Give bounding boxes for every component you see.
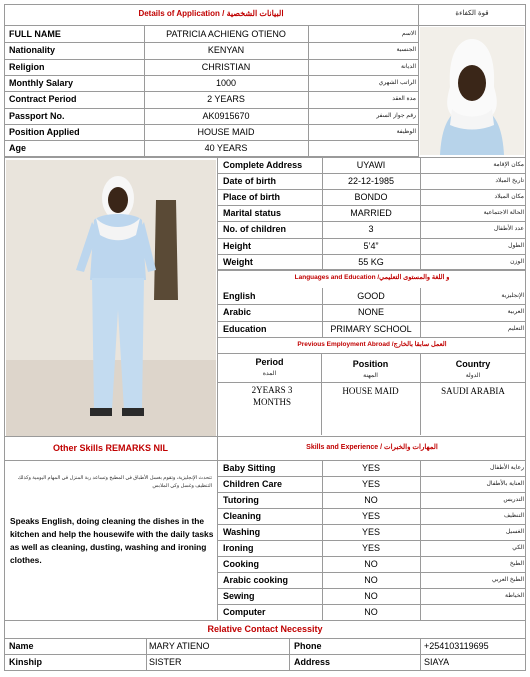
column-divider	[144, 26, 145, 156]
row-label-arabic: الاسم	[401, 31, 416, 37]
skills-header: Skills and Experience / المهارات والخبرات	[306, 444, 438, 451]
row-label: Date of birth	[223, 176, 276, 187]
contact-address-value: SIAYA	[424, 657, 450, 667]
row-label: Ironing	[223, 543, 254, 553]
contact-name-value: MARY ATIENO	[149, 641, 210, 651]
row-label-arabic: الخياطة	[505, 593, 524, 599]
column-divider	[322, 288, 323, 337]
divider	[146, 638, 147, 671]
row-value: 22-12-1985	[347, 176, 395, 187]
row-value: AK0915670	[202, 110, 250, 121]
divider	[218, 353, 526, 354]
row-label: Place of birth	[223, 192, 281, 203]
row-value: HOUSE MAID	[197, 126, 255, 137]
divider	[217, 157, 218, 620]
row-value: NO	[364, 495, 378, 505]
col-period-ar: المدة	[262, 371, 277, 377]
row-label-arabic: الوزن	[510, 258, 524, 265]
head-photo	[420, 27, 524, 155]
row-value: PATRICIA ACHIENG OTIENO	[166, 29, 286, 39]
row-label-arabic: الراتب الشهري	[378, 79, 416, 86]
details-header: Details of Application / البيانات الشخصية	[138, 9, 284, 18]
row-value: 55 KG	[358, 256, 384, 267]
row-value: MARRIED	[350, 208, 392, 219]
row-label: Computer	[223, 607, 266, 617]
row-label: Complete Address	[223, 160, 303, 170]
row-label-arabic: الحالة الاجتماعية	[483, 210, 524, 217]
contact-name-label: Name	[9, 641, 34, 651]
row-label-arabic: الغسيل	[505, 529, 524, 535]
divider	[218, 382, 526, 383]
col-period: Period	[255, 357, 284, 367]
row-label: Tutoring	[223, 495, 259, 505]
row-value: 40 YEARS	[204, 143, 248, 154]
contact-kinship-label: Kinship	[9, 657, 42, 667]
contact-kinship-value: SISTER	[149, 657, 182, 667]
divider	[420, 638, 421, 671]
row-value: BONDO	[354, 192, 388, 203]
row-label: Passport No.	[9, 110, 65, 121]
row-label: Contract Period	[9, 94, 77, 105]
row-label: No. of children	[223, 224, 286, 235]
row-label-arabic: مكان الميلاد	[494, 194, 524, 201]
row-label: Religion	[9, 61, 45, 72]
row-label: Position Applied	[9, 126, 80, 137]
col-position: Position	[352, 359, 389, 369]
row-label: Washing	[223, 527, 261, 537]
row-label-arabic: تاريخ الميلاد	[495, 178, 524, 185]
row-label-arabic: الجنسية	[396, 47, 416, 54]
row-value: YES	[361, 463, 380, 473]
row-label-arabic: الديانة	[400, 63, 416, 70]
divider	[418, 4, 419, 157]
row-value: NO	[364, 559, 378, 569]
row-label-arabic: الإنجليزية	[501, 293, 524, 299]
row-value: CHRISTIAN	[201, 61, 251, 72]
contact-header: Relative Contact Necessity	[207, 624, 323, 634]
employment-position: HOUSE MAID	[342, 386, 399, 396]
row-label-arabic: العناية بالأطفال	[486, 481, 524, 487]
column-divider	[322, 460, 323, 620]
contact-phone-value: +254103119695	[424, 641, 489, 651]
row-label: Baby Sitting	[223, 463, 276, 473]
column-divider	[308, 26, 309, 156]
other-skills-header: Other Skills REMARKS NIL	[52, 443, 169, 453]
column-divider	[420, 460, 421, 620]
row-value: PRIMARY SCHOOL	[330, 323, 412, 334]
row-label-arabic: العربية	[507, 309, 524, 316]
row-label: Arabic	[223, 307, 252, 318]
row-value: NONE	[357, 307, 384, 318]
photo-header-label: قوة الكفاءة	[455, 10, 489, 17]
employment-country: SAUDI ARABIA	[441, 386, 505, 396]
divider	[4, 25, 526, 26]
row-label: Sewing	[223, 591, 255, 601]
row-label: FULL NAME	[9, 29, 61, 39]
row-value: 5’4”	[363, 240, 379, 251]
row-label: English	[223, 291, 256, 301]
row-label-arabic: الكي	[512, 545, 524, 551]
column-divider	[420, 288, 421, 337]
row-label-arabic: الطبخ العربي	[491, 577, 524, 583]
row-label: Cleaning	[223, 511, 262, 521]
row-value: 3	[368, 224, 374, 235]
divider	[4, 157, 526, 158]
row-label-arabic: رعاية الأطفال	[490, 465, 524, 471]
row-label-arabic: الوظيفة	[396, 128, 416, 135]
row-value: NO	[364, 607, 378, 617]
row-label-arabic: رقم جواز السفر	[376, 112, 416, 119]
row-label: Monthly Salary	[9, 77, 74, 88]
contact-address-label: Address	[294, 657, 331, 667]
full-body-photo	[6, 160, 216, 436]
row-label: Nationality	[9, 45, 56, 56]
row-value: YES	[361, 543, 380, 553]
other-skills-arabic-note: تتحدث الإنجليزية، وتقوم بغسل الأطباق في المطبخ وتساعد ربة المنزل في المهام اليومية وكذلك التنظيف وغسل وكي الملابس	[17, 475, 212, 489]
row-label-arabic: التنظيف	[503, 513, 524, 519]
row-value: YES	[361, 527, 380, 537]
row-value: UYAWI	[356, 160, 386, 170]
row-label: Marital status	[223, 208, 282, 219]
row-label-arabic: مدة العقد	[392, 96, 416, 103]
row-label: Cooking	[223, 559, 259, 569]
languages-header: Languages and Education /و اللغة والمستوى التعليمي	[294, 274, 450, 281]
row-label: Age	[9, 143, 27, 154]
col-position-ar: المهنة	[363, 373, 378, 379]
col-country-ar: الدولة	[465, 373, 481, 379]
row-label-arabic: الطول	[508, 242, 524, 249]
row-value: NO	[364, 575, 378, 585]
row-label: Weight	[223, 256, 253, 267]
column-divider	[322, 157, 323, 270]
contact-phone-label: Phone	[294, 641, 322, 651]
employment-header: Previous Employment Abroad /العمل سابقا بالخارج	[297, 341, 447, 348]
row-label: Arabic cooking	[223, 575, 289, 585]
employment-period: 2YEARS 3 MONTHS	[251, 385, 293, 407]
row-label-arabic: التدريس	[503, 497, 524, 503]
row-label: Children Care	[223, 479, 283, 489]
row-label-arabic: التعليم	[508, 325, 524, 332]
row-value: YES	[361, 511, 380, 521]
divider	[289, 638, 290, 671]
row-value: NO	[364, 591, 378, 601]
row-label-arabic: مكان الإقامة	[493, 162, 524, 168]
row-label-arabic: الطبخ	[509, 561, 524, 567]
row-value: KENYAN	[207, 45, 245, 56]
col-country: Country	[455, 359, 491, 369]
row-value: 2 YEARS	[207, 94, 245, 105]
row-value: YES	[361, 479, 380, 489]
other-skills-remarks: Speaks English, doing cleaning the dishes in the kitchen and help the housewife with the daily tasks as well as cleaning, dusting, washing and ironing clothes.	[10, 516, 214, 565]
row-value: GOOD	[357, 291, 385, 301]
row-label-arabic: عدد الأطفال	[493, 226, 524, 233]
row-value: 1000	[215, 77, 237, 88]
column-divider	[420, 157, 421, 270]
row-label: Education	[223, 323, 267, 334]
row-label: Height	[223, 240, 251, 251]
